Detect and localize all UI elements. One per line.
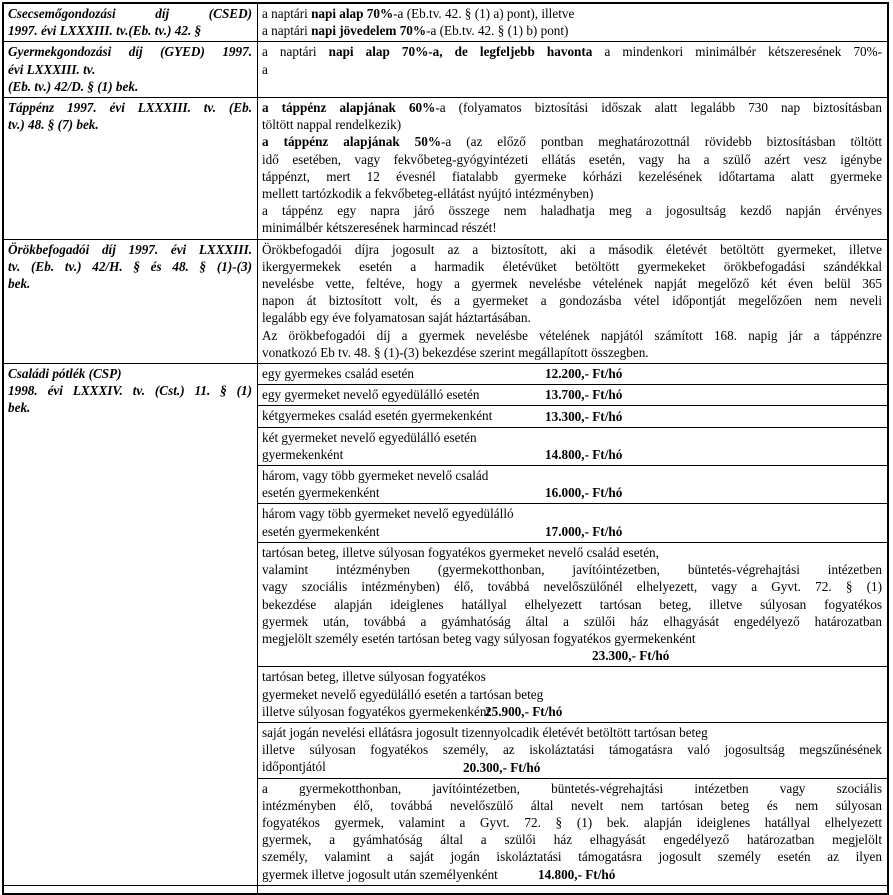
text-line — [262, 613, 882, 630]
text-segment: a táppénz alapjának 50% — [262, 134, 442, 150]
text-line — [262, 724, 882, 741]
benefit-detail-cell — [258, 240, 887, 363]
text-segment: a naptári — [262, 6, 312, 21]
text-segment: Családi pótlék (CSP) — [8, 366, 122, 382]
text-segment: tv.) 48. § (7) bek. — [8, 117, 99, 133]
table-row-csaladi-potlek — [4, 363, 887, 885]
benefit-subrow — [258, 666, 887, 722]
text-segment: bek. — [8, 276, 31, 292]
text-line — [8, 61, 252, 78]
text-line — [262, 133, 882, 150]
benefit-subrow — [258, 722, 887, 778]
amount-line — [262, 647, 882, 664]
text-segment: esetén gyermekenként — [262, 523, 380, 539]
text-segment: a naptári — [262, 44, 329, 60]
benefit-name-cell — [4, 42, 258, 97]
text-segment: táppénzt, mert 12 évesnél fiatalabb gyermeke kórházi kezelésének időtartama alatt gyermeke — [262, 168, 882, 184]
text-segment: (Eb. tv.) 42/D. § (1) bek. — [8, 78, 139, 94]
amount-value: 16.000,- Ft/hó — [545, 485, 623, 501]
text-segment: tartósan beteg, illetve súlyosan fogyatékos — [262, 669, 486, 685]
text-segment: tv. (Eb. tv.) 42/H. § és 48. § (1)-(3) — [8, 258, 252, 274]
text-line — [8, 99, 252, 116]
amount-value: 12.200,- Ft/hó — [545, 366, 623, 382]
text-segment: a táppénz alapjának 60% — [262, 100, 436, 116]
benefit-subrow — [258, 384, 887, 405]
text-line — [262, 99, 882, 116]
text-segment: -a (folyamatos biztosítási időszak alatt legalább 730 nap biztosításban — [435, 100, 882, 116]
text-segment: Táppénz 1997. évi LXXXIII. tv. (Eb. — [8, 100, 252, 116]
amount-value: 17.000,- Ft/hó — [545, 523, 623, 539]
text-segment: bekezdése alapján ideiglenes hatállyal elhelyezett tartósan beteg, illetve súlyosan fogyatékos — [262, 596, 882, 612]
amount-value: 20.300,- Ft/hó — [463, 759, 541, 775]
text-line — [262, 561, 882, 578]
text-segment: három, vagy több gyermeket nevelő család — [262, 468, 489, 484]
text-segment: -a (az előző pontban meghatározottnál rövidebb biztosításban töltött — [441, 134, 882, 150]
text-segment: egy gyermekes család esetén — [262, 366, 414, 382]
text-segment: a naptári — [262, 23, 312, 39]
text-segment: a mindenkori minimálbér kétszeresének 70%- — [592, 44, 883, 60]
text-segment: napi alap 70%-a, de legfeljebb havonta — [328, 44, 593, 60]
text-segment: 1997. évi LXXXIII. tv.(Eb. tv.) 42. § — [8, 23, 202, 39]
benefit-name-cell — [4, 98, 258, 239]
text-line — [8, 43, 252, 60]
benefit-name-cell — [4, 240, 258, 363]
benefit-subrow — [258, 465, 887, 503]
text-line — [262, 596, 882, 613]
text-line — [8, 5, 252, 22]
text-line — [262, 578, 882, 595]
text-segment: illetve súlyosan fogyatékos személy, az iskoláztatási támogatásra való jogosultság megszűnésének — [262, 742, 882, 758]
text-segment: napi alap 70% — [311, 6, 394, 21]
text-line — [262, 61, 882, 78]
text-segment: tartósan beteg, illetve súlyosan fogyatékos gyermeket nevelő család esetén, — [262, 544, 659, 560]
benefit-subrow — [258, 364, 887, 384]
amount-value: 25.900,- Ft/hó — [485, 703, 563, 719]
benefit-detail-cell — [258, 886, 887, 893]
text-segment: a táppénz egy napra járó összege nem haladhatja meg a jogosultság kezdő napján érvényes — [262, 203, 882, 219]
text-segment: vonatkozó Eb tv. 48. § (1)-(3) bekezdése szerint megállapított összegben. — [262, 344, 649, 360]
text-segment: gyermek után, továbbá a gyámhatóság által a szülői ház elhagyását engedélyező határozatban — [262, 613, 882, 629]
text-line — [262, 703, 882, 720]
text-segment: személy, valamint a saját jogán iskoláztatási támogatásra jogosult személy esetén az ilyen — [262, 849, 882, 865]
text-line — [262, 686, 882, 703]
text-segment: gyermekenként — [262, 446, 344, 462]
text-line — [8, 365, 252, 382]
text-segment: két gyermeket nevelő egyedülálló esetén — [262, 429, 477, 445]
table-row-tappenz — [4, 97, 887, 239]
benefits-table — [2, 2, 889, 895]
benefit-name-cell — [4, 364, 258, 885]
benefit-detail-cell — [258, 364, 887, 885]
text-line — [262, 831, 882, 848]
benefit-subrow — [258, 98, 887, 239]
text-segment: Az örökbefogadói díj a gyermek nevelésbe vételének napjától számított 168. napig jár a táppénzre — [262, 327, 882, 343]
text-segment: idő esetében, vagy fekvőbeteg-gyógyintézeti ellátás esetén, vagy ha a szülő azért vesz igénybe — [262, 151, 882, 167]
text-segment: évi LXXXIII. tv. — [8, 61, 96, 77]
text-segment: 1998. évi LXXXIV. tv. (Cst.) 11. § (1) — [8, 383, 252, 399]
amount-value: 13.300,- Ft/hó — [545, 408, 623, 424]
text-segment: Csecsemőgondozási díj (CSED) — [8, 6, 252, 21]
text-segment: valamint intézményben (gyermekotthonban, javítóintézetben, büntetés-végrehajtási intézetben — [262, 562, 882, 578]
text-segment: illetve súlyosan fogyatékos gyermekenként — [262, 703, 491, 719]
text-line — [262, 780, 882, 797]
text-segment: kétgyermekes család esetén gyermekenként — [262, 408, 493, 424]
text-segment: gyermek, a gyámhatóság által a szülői ház elhagyását engedélyező határozatban megjelölt — [262, 832, 882, 848]
amount-value: 14.800,- Ft/hó — [545, 447, 623, 463]
text-line — [262, 344, 882, 361]
text-line — [262, 202, 882, 219]
text-segment: egy gyermeket nevelő egyedülálló esetén — [262, 387, 480, 403]
benefit-name-cell — [4, 886, 258, 893]
text-line — [262, 814, 882, 831]
text-line — [262, 151, 882, 168]
benefit-subrow — [258, 503, 887, 541]
benefit-subrow — [258, 240, 887, 363]
text-line — [8, 399, 252, 416]
text-segment: vagy szociális intézményben) élő, továbbá nevelőszülőnél elhelyezett, vagy a Gyvt. 72. § (1) — [262, 579, 882, 595]
text-segment: saját jogán nevelési ellátásra jogosult tizennyolcadik életévét betöltött tartósan beteg — [262, 724, 708, 740]
table-row-partial — [4, 885, 887, 893]
text-segment: Gyermekgondozási díj (GYED) 1997. — [8, 44, 252, 60]
text-segment: fogyatékos gyermek, valamint a Gyvt. 72. § (1) bek. alapján ideiglenes hatállyal elhelyezett — [262, 814, 882, 830]
text-line — [262, 185, 882, 202]
text-segment: bek. — [8, 400, 31, 416]
text-segment: megjelölt személy esetén tartósan beteg vagy súlyosan fogyatékos gyermekenként — [262, 630, 696, 646]
benefit-subrow — [258, 427, 887, 465]
benefit-subrow — [258, 542, 887, 666]
text-line — [8, 241, 252, 258]
benefit-subrow — [258, 778, 887, 885]
text-line — [262, 467, 882, 484]
text-segment: minimálbér kétszeresének harmincad részét! — [262, 220, 497, 236]
amount-value: 13.700,- Ft/hó — [545, 387, 623, 403]
text-line — [8, 275, 252, 292]
text-line — [262, 327, 882, 344]
text-segment: időpontjától — [262, 759, 326, 775]
text-segment: gyermeket nevelő egyedülálló esetén a tartósan beteg — [262, 686, 544, 702]
text-line — [262, 43, 882, 60]
text-line — [262, 5, 882, 22]
text-line — [8, 116, 252, 133]
text-segment: napi jövedelem 70% — [311, 23, 427, 39]
benefit-detail-cell — [258, 98, 887, 239]
text-line — [262, 168, 882, 185]
text-segment: -a (Eb.tv. 42. § (1) b) pont) — [426, 23, 569, 39]
benefit-subrow — [258, 4, 887, 41]
text-line — [262, 22, 882, 39]
text-line — [8, 382, 252, 399]
benefit-subrow — [258, 405, 887, 426]
text-line — [262, 258, 882, 275]
text-segment: a — [262, 61, 268, 77]
text-segment: -a (Eb.tv. 42. § (1) a) pont), illetve — [393, 6, 575, 21]
text-line — [262, 848, 882, 865]
text-line — [262, 219, 882, 236]
benefit-subrow — [258, 42, 887, 97]
benefit-detail-cell — [258, 42, 887, 97]
text-segment: napon át biztosított volt, és a gyermeket a gondozásba vétel időpontját megelőzően nem neveli — [262, 293, 882, 309]
document-page — [2, 2, 889, 895]
text-line — [262, 758, 882, 775]
text-segment: három vagy több gyermeket nevelő egyedülálló — [262, 506, 514, 522]
text-line — [262, 292, 882, 309]
benefit-detail-cell — [258, 4, 887, 41]
text-line — [262, 309, 882, 326]
text-line — [262, 116, 882, 133]
text-line — [262, 241, 882, 258]
text-line — [8, 78, 252, 95]
text-segment: Örökbefogadói díj 1997. évi LXXXIII. — [8, 241, 252, 257]
text-segment: a gyermekotthonban, javítóintézetben, büntetés-végrehajtási intézetben vagy szociális — [262, 780, 882, 796]
text-line — [262, 630, 882, 647]
text-segment: töltött nappal rendelkezik) — [262, 117, 402, 133]
text-segment: gyermek illetve jogosult után személyenként — [262, 866, 498, 882]
text-segment: nevelésbe vette, feltéve, hogy a gyermek nevelésbe vételének napját megelőző két éven belül 365 — [262, 276, 882, 292]
text-segment: Örökbefogadói díjra jogosult az a biztosított, aki a második életévét betöltött gyermeket, illetve — [262, 241, 882, 257]
benefit-name-cell — [4, 4, 258, 41]
text-line — [262, 505, 882, 522]
text-line — [262, 275, 882, 292]
text-segment: mellett tartózkodik a fekvőbeteg-ellátást nyújtó intézményben) — [262, 186, 594, 202]
text-line — [262, 668, 882, 685]
text-segment: ikergyermekek esetén a harmadik életévüket betöltött gyermekeket örökbefogadási szándékkal — [262, 258, 882, 274]
text-segment: intézményben élő, továbbá nevelőszülő által nevelt nem tartósan beteg és nem súlyosan — [262, 797, 882, 813]
amount-value: 14.800,- Ft/hó — [538, 866, 616, 882]
text-line — [8, 258, 252, 275]
text-segment: esetén gyermekenként — [262, 485, 380, 501]
amount-value: 23.300,- Ft/hó — [592, 648, 670, 664]
text-line — [262, 544, 882, 561]
text-line — [262, 429, 882, 446]
text-line — [8, 22, 252, 39]
text-line — [262, 797, 882, 814]
table-row-gyed — [4, 41, 887, 97]
table-row-orokbefogadoi — [4, 239, 887, 363]
text-segment: legalább egy éve folyamatosan saját háztartásában. — [262, 310, 531, 326]
table-row-csed — [4, 4, 887, 41]
text-line — [262, 741, 882, 758]
